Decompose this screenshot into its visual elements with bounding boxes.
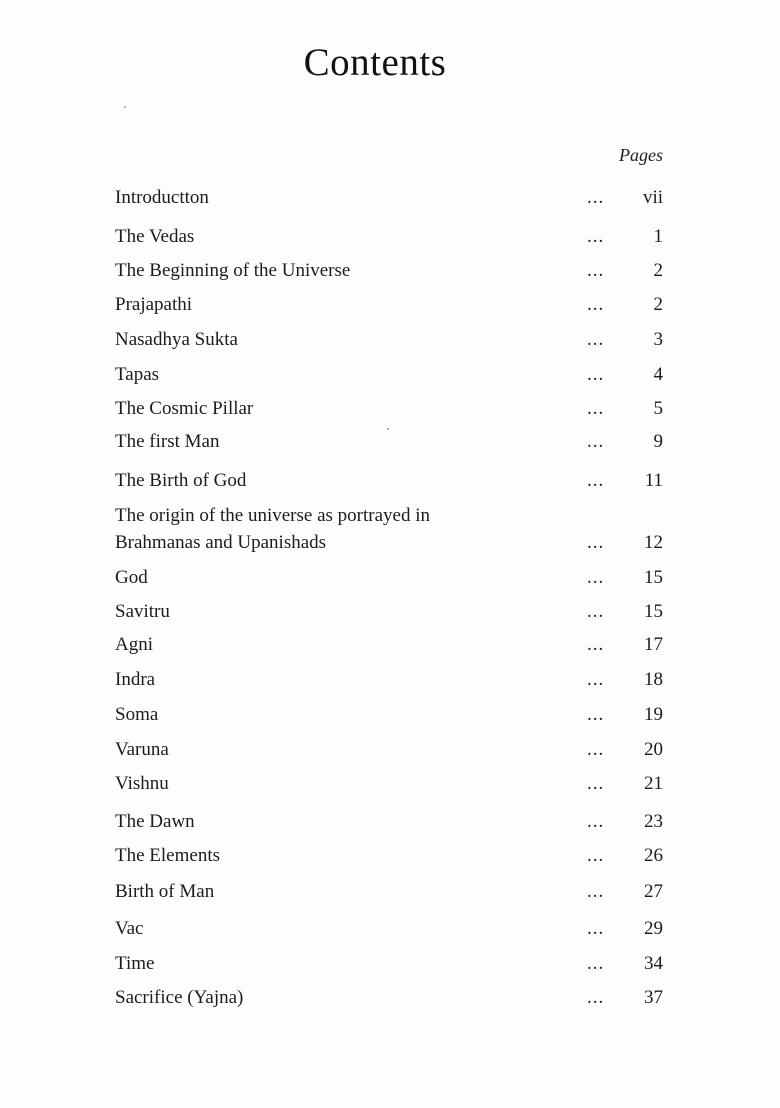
toc-entry-cosmic-pillar [115, 397, 663, 427]
toc-leader-dots: ... [587, 260, 605, 281]
toc-entry-title: God [115, 567, 148, 588]
toc-entry-title: Indra [115, 669, 156, 690]
toc-entry-page: 12 [644, 532, 663, 553]
toc-entry-page: 29 [644, 918, 663, 939]
toc-leader-dots: ... [587, 881, 605, 902]
toc-entry-page: 19 [644, 704, 663, 725]
toc-leader-dots: ... [587, 187, 605, 208]
toc-entry-title: Nasadhya Sukta [115, 329, 238, 350]
toc-entry-first-man [115, 430, 663, 460]
toc-entry-sacrifice [115, 986, 663, 1016]
toc-leader-dots: ... [587, 811, 605, 832]
toc-entry-page: 21 [644, 773, 663, 794]
toc-entry-indra [115, 668, 663, 698]
toc-entry-time [115, 952, 663, 982]
toc-leader-dots: ... [587, 704, 605, 725]
toc-entry-title: Vac [115, 918, 144, 939]
toc-leader-dots: ... [587, 329, 605, 350]
toc-entry-page: 2 [653, 260, 663, 281]
toc-entry-title: Sacrifice (Yajna) [115, 987, 244, 1008]
toc-entry-title: Prajapathi [115, 294, 193, 315]
toc-entry-title-continued: Brahmanas and Upanishads [115, 532, 327, 553]
toc-entry-title: Vishnu [115, 773, 169, 794]
toc-entry-birth-of-man [115, 880, 663, 910]
toc-entry-the-vedas [115, 225, 663, 255]
toc-leader-dots: ... [587, 364, 605, 385]
toc-entry-title: Soma [115, 704, 159, 725]
toc-entry-page: 34 [644, 953, 663, 974]
toc-leader-dots: ... [587, 567, 605, 588]
toc-leader-dots: ... [587, 431, 605, 452]
toc-entry-title: Tapas [115, 364, 160, 385]
toc-entry-the-dawn [115, 810, 663, 840]
toc-entry-page: 9 [653, 431, 663, 452]
toc-entry-title: Savitru [115, 601, 170, 622]
toc-entry-page: 27 [644, 881, 663, 902]
toc-leader-dots: ... [587, 953, 605, 974]
toc-entry-origin-of-universe [115, 504, 663, 561]
toc-entry-page: 26 [644, 845, 663, 866]
toc-entry-title: The Elements [115, 845, 220, 866]
toc-leader-dots: ... [587, 470, 605, 491]
toc-entry-title: The first Man [115, 431, 220, 452]
toc-entry-vishnu [115, 772, 663, 802]
toc-entry-tapas [115, 363, 663, 393]
toc-entry-page: 17 [644, 634, 663, 655]
toc-entry-page: 15 [644, 567, 663, 588]
toc-entry-the-elements [115, 844, 663, 874]
toc-entry-prajapathi [115, 293, 663, 323]
page-title: Contents [303, 41, 447, 84]
toc-entry-god [115, 566, 663, 596]
toc-leader-dots: ... [587, 226, 605, 247]
toc-leader-dots: ... [587, 398, 605, 419]
toc-entry-page: 15 [644, 601, 663, 622]
toc-entry-page: vii [642, 187, 663, 208]
toc-entry-soma [115, 703, 663, 733]
toc-entry-page: 3 [653, 329, 663, 350]
toc-leader-dots: ... [587, 532, 605, 553]
toc-entry-title: The Cosmic Pillar [115, 398, 254, 419]
toc-leader-dots: ... [587, 669, 605, 690]
toc-entry-page: 11 [644, 470, 663, 491]
toc-entry-varuna [115, 738, 663, 768]
toc-entry-title: The Vedas [115, 226, 195, 247]
toc-entry-beginning-of-universe [115, 259, 663, 289]
toc-leader-dots: ... [587, 773, 605, 794]
toc-entry-title: Birth of Man [115, 881, 215, 902]
toc-entry-nasadhya-sukta [115, 328, 663, 358]
toc-leader-dots: ... [587, 987, 605, 1008]
toc-entry-page: 20 [644, 739, 663, 760]
toc-leader-dots: ... [587, 739, 605, 760]
toc-leader-dots: ... [587, 634, 605, 655]
toc-entry-title: The Dawn [115, 811, 195, 832]
toc-entry-savitru [115, 600, 663, 630]
toc-entry-agni [115, 633, 663, 663]
toc-leader-dots: ... [587, 918, 605, 939]
toc-entry-vac [115, 917, 663, 947]
toc-entry-page: 37 [644, 987, 663, 1008]
toc-entry-page: 2 [653, 294, 663, 315]
toc-entry-page: 4 [653, 364, 663, 385]
toc-entry-title: Time [115, 953, 155, 974]
toc-entry-page: 1 [653, 226, 663, 247]
toc-entry-title: The Birth of God [115, 470, 247, 491]
pages-column-header: Pages [619, 145, 663, 165]
toc-leader-dots: ... [587, 601, 605, 622]
toc-entry-birth-of-god [115, 469, 663, 499]
toc-entry-page: 23 [644, 811, 663, 832]
toc-leader-dots: ... [587, 845, 605, 866]
paper-speck [124, 106, 126, 108]
toc-entry-page: 5 [653, 398, 663, 419]
toc-entry-page: 18 [644, 669, 663, 690]
toc-entry-title: Introductton [115, 187, 209, 208]
toc-entry-title: The Beginning of the Universe [115, 260, 351, 281]
toc-entry-title: Varuna [115, 739, 169, 760]
toc-entry-title: Agni [115, 634, 153, 655]
toc-leader-dots: ... [587, 294, 605, 315]
toc-entry-title: The origin of the universe as portrayed in [115, 505, 430, 526]
toc-entry-introduction [115, 186, 663, 216]
